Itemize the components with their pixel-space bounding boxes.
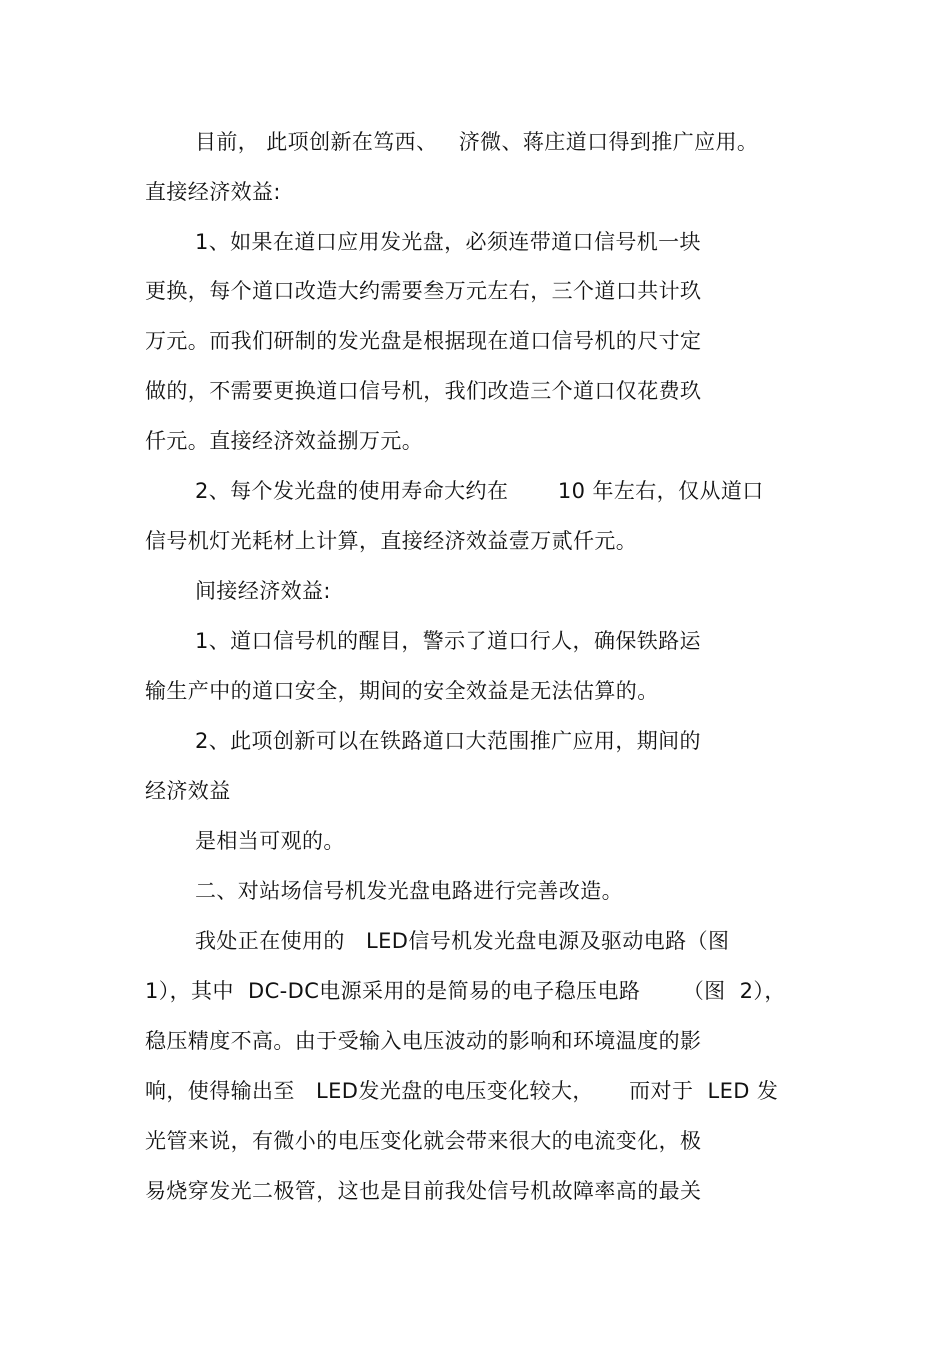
paragraph-line: 易烧穿发光二极管，这也是目前我处信号机故障率高的最关 (145, 1179, 702, 1203)
paragraph-line: 我处正在使用的 LED信号机发光盘电源及驱动电路（图 (195, 929, 730, 953)
paragraph-line: 1、道口信号机的醒目，警示了道口行人，确保铁路运 (195, 629, 701, 653)
paragraph-line: 光管来说，有微小的电压变化就会带来很大的电流变化，极 (145, 1129, 702, 1153)
paragraph-line: 1），其中 DC-DC电源采用的是简易的电子稳压电路 （图 2）， (145, 979, 786, 1003)
paragraph-line: 1、如果在道口应用发光盘，必须连带道口信号机一块 (195, 230, 701, 254)
paragraph-line: 稳压精度不高。由于受输入电压波动的影响和环境温度的影 (145, 1029, 702, 1053)
paragraph-line: 做的，不需要更换道口信号机，我们改造三个道口仅花费玖 (145, 379, 702, 403)
paragraph-line: 输生产中的道口安全，期间的安全效益是无法估算的。 (145, 679, 659, 703)
paragraph-line: 2、此项创新可以在铁路道口大范围推广应用，期间的 (195, 729, 701, 753)
paragraph-line: 是相当可观的。 (195, 829, 345, 853)
paragraph-line: 目前， 此项创新在笃西、 济微、蒋庄道口得到推广应用。 (195, 130, 759, 154)
section-heading-circuit-improvement: 二、对站场信号机发光盘电路进行完善改造。 (195, 879, 623, 903)
paragraph-line: 万元。而我们研制的发光盘是根据现在道口信号机的尺寸定 (145, 329, 702, 353)
paragraph-line: 信号机灯光耗材上计算，直接经济效益壹万贰仟元。 (145, 529, 638, 553)
paragraph-line: 经济效益 (145, 779, 231, 803)
paragraph-line: 更换，每个道口改造大约需要叁万元左右，三个道口共计玖 (145, 279, 702, 303)
paragraph-line: 响，使得输出至 LED发光盘的电压变化较大， 而对于 LED 发 (145, 1079, 779, 1103)
paragraph-line: 2、每个发光盘的使用寿命大约在 10 年左右，仅从道口 (195, 479, 764, 503)
section-heading-direct-benefit: 直接经济效益: (145, 180, 281, 204)
section-heading-indirect-benefit: 间接经济效益: (195, 579, 331, 603)
paragraph-line: 仟元。直接经济效益捌万元。 (145, 429, 424, 453)
